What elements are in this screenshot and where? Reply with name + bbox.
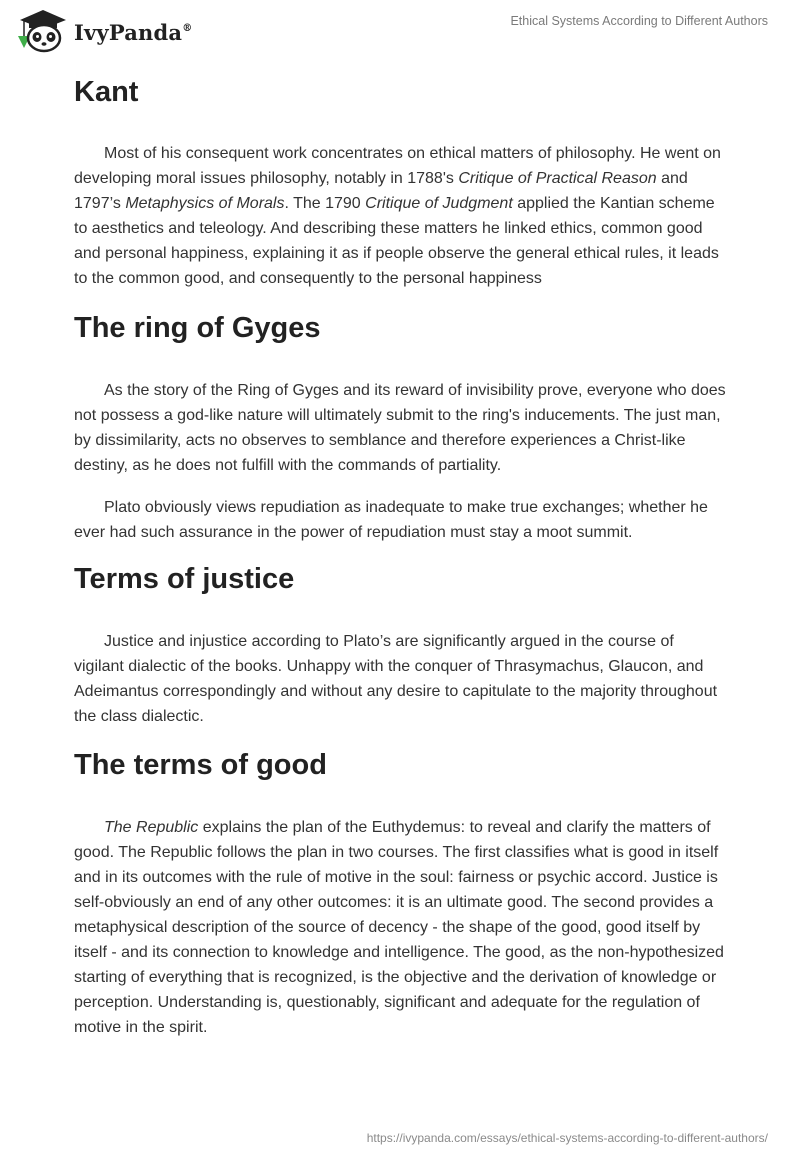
page-header (0, 0, 800, 62)
section-terms-of-justice (74, 562, 728, 729)
section-heading: The ring of Gyges (74, 312, 321, 344)
brand-name: IvyPanda® (74, 19, 193, 45)
text-run: applied the Kantian scheme to aesthetics and teleology. And describing these matters he linked ethics, common good and personal happiness, explaining it as if people observe the general ethical rules, it leads to the common good, and consequently to the personal happiness (74, 195, 719, 287)
text-run: explains the plan of the Euthydemus: to reveal and clarify the matters of good. The Republic follows the plan in two courses. The first classifies what is good in itself and in its outcomes with the rule of motive in the soul: fairness or psychic accord. Justice is self-obviously an end of any other outcomes: it is an ultimate good. The second provides a metaphysical description of the source of decency - the shape of the good, good itself by itself - and its connection to knowledge and intelligence. The good, as the non-hypothesized starting of everything that is recognized, is the objective and the derivation of knowledge or perception. Understanding is, questionably, significant and adequate for the regulation of motive in the spirit. (74, 819, 724, 1036)
italic-title-run: Critique of Judgment (365, 195, 513, 212)
text-run: Justice and injustice according to Plato’s are significantly argued in the course of vigilant dialectic of the books. Unhappy with the conquer of Thrasymachus, Glaucon, and Adeimantus correspondingly and without any desire to capitulate to the majority throughout the class dialectic. (74, 633, 718, 725)
section-paragraph (74, 378, 728, 478)
italic-title-run: The Republic (104, 819, 199, 836)
section-heading: Kant (74, 76, 139, 108)
italic-title-run: Critique of Practical Reason (458, 170, 657, 187)
text-run: Plato obviously views repudiation as inadequate to make true exchanges; whether he ever had such assurance in the power of repudiation must stay a moot summit. (74, 499, 708, 541)
italic-title-run: Metaphysics of Morals (125, 195, 285, 212)
section-heading: Terms of justice (74, 563, 295, 595)
text-run: and 1797’s (74, 170, 688, 212)
section-paragraph (74, 815, 728, 1040)
section-ring-of-gyges (74, 311, 728, 545)
brand-logo[interactable] (14, 8, 192, 56)
section-terms-of-good (74, 748, 728, 1040)
text-run: Most of his consequent work concentrates on ethical matters of philosophy. He went on developing moral issues philosophy, notably in 1788's (74, 145, 721, 187)
article-body (74, 62, 728, 1040)
section-paragraph (74, 495, 728, 545)
section-paragraph (74, 141, 728, 291)
section-paragraph (74, 629, 728, 729)
section-kant (74, 75, 728, 291)
source-url[interactable]: https://ivypanda.com/essays/ethical-systems-according-to-different-authors/ (366, 1131, 768, 1145)
panda-graduate-icon (14, 6, 72, 59)
text-run: As the story of the Ring of Gyges and its reward of invisibility prove, everyone who does not possess a god-like nature will ultimately submit to the ring's inducements. The just man, by dissimilarity, acts no observes to semblance and therefore experiences a Christ-like destiny, as he does not fulfill with the commands of partiality. (74, 382, 726, 474)
text-run: . The 1790 (284, 195, 366, 212)
document-title: Ethical Systems According to Different Authors (510, 14, 768, 28)
section-heading: The terms of good (74, 749, 327, 781)
